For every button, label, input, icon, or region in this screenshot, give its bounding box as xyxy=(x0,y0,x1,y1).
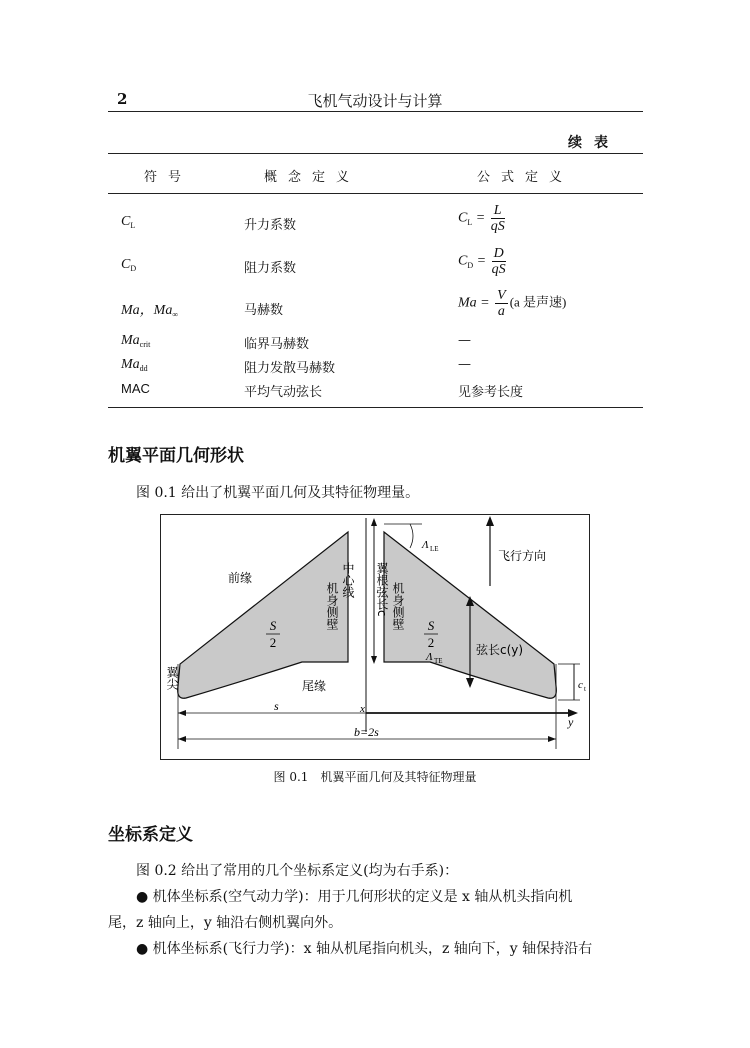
table-row-symbol: $C_D$ xyxy=(121,257,137,273)
table-row-formula: $C_D$ = $\frac{D}{qS}$ xyxy=(458,246,506,277)
y-axis-label: y xyxy=(568,715,574,729)
section-heading-coordinate-systems: 坐标系定义 xyxy=(108,825,193,845)
left-wing-half xyxy=(178,532,348,698)
fuselage-side-right-label: 机身侧壁 xyxy=(391,582,405,630)
table-row-symbol: Ma，$Ma_\infty$ xyxy=(121,303,179,319)
fuselage-side-left-label: 机身侧壁 xyxy=(325,582,339,630)
table-top-rule xyxy=(108,153,643,154)
header-rule xyxy=(108,111,643,112)
area-den-right: 2 xyxy=(427,635,435,650)
trailing-edge-label: 尾缘 xyxy=(302,679,327,693)
tip-chord-sub: t xyxy=(584,685,586,693)
col-header-formula: 公式定义 xyxy=(477,170,574,185)
sweep-te-label: Λ xyxy=(426,651,433,663)
table-header-rule xyxy=(108,193,643,194)
table-row-concept: 马赫数 xyxy=(244,303,284,318)
flight-direction-label: 飞行方向 xyxy=(498,549,547,563)
table-bottom-rule xyxy=(108,407,643,408)
root-chord-arrowhead-bottom xyxy=(371,656,377,664)
section2-intro: 图 0.2 给出了常用的几个坐标系定义(均为右手系)： xyxy=(136,863,459,879)
local-chord-label: 弦长c(y) xyxy=(476,643,524,657)
sweep-le-label: Λ xyxy=(422,539,429,551)
bullet-item: ● 机体坐标系(空气动力学)：用于几何形状的定义是 x 轴从机头指向机 xyxy=(136,889,573,905)
wing-planform-figure xyxy=(160,514,590,760)
area-label-left: S xyxy=(269,618,277,633)
table-continued-label: 续表 xyxy=(568,135,620,151)
table-row-concept: 阻力系数 xyxy=(244,261,297,276)
area-den-left: 2 xyxy=(269,635,277,650)
bullet-item-continued: 尾，z 轴向上，y 轴沿右侧机翼向外。 xyxy=(108,915,343,931)
tip-chord-label: c xyxy=(578,679,583,691)
sweep-le-sub: LE xyxy=(430,545,439,553)
table-row-formula: — xyxy=(458,333,471,348)
table-row-formula: — xyxy=(458,357,471,372)
sweep-le-arc xyxy=(410,524,413,548)
leading-edge-label: 前缘 xyxy=(228,571,253,585)
col-header-symbol: 符号 xyxy=(144,170,193,185)
table-row-symbol: MAC xyxy=(121,381,150,396)
table-row-concept: 升力系数 xyxy=(244,218,297,233)
page-number: 2 xyxy=(117,90,128,108)
table-row-symbol: $Ma_{crit}$ xyxy=(121,333,151,349)
x-axis-label: x xyxy=(360,703,365,715)
table-row-formula: 见参考长度 xyxy=(458,385,524,400)
table-row-concept: 平均气动弦长 xyxy=(244,385,323,400)
table-row-formula: Ma = $\frac{V}{a}$ (a 是声速) xyxy=(458,288,567,319)
figure-caption: 图 0.1 机翼平面几何及其特征物理量 xyxy=(273,770,477,784)
section-intro: 图 0.1 给出了机翼平面几何及其特征物理量。 xyxy=(136,485,420,501)
root-chord-label: 翼根弦长c xyxy=(375,562,389,617)
table-row-symbol: $C_L$ xyxy=(121,214,136,230)
table-row-formula: $C_L$ = $\frac{L}{qS}$ xyxy=(458,203,505,234)
wing-tip-label: 翼尖 xyxy=(165,666,179,690)
semi-span-label: s xyxy=(274,699,279,713)
center-line-label: 中心线 xyxy=(341,562,355,598)
root-chord-arrowhead-top xyxy=(371,518,377,526)
area-label-right: S xyxy=(427,618,435,633)
table-row-concept: 阻力发散马赫数 xyxy=(244,361,336,376)
table-row-symbol: $Ma_{dd}$ xyxy=(121,357,148,373)
bullet-item: ● 机体坐标系(飞行力学)：x 轴从机尾指向机头，z 轴向下，y 轴保持沿右 xyxy=(136,941,593,957)
sweep-te-sub: TE xyxy=(434,657,443,665)
table-row-concept: 临界马赫数 xyxy=(244,337,310,352)
span-label: b=2s xyxy=(354,725,379,739)
running-title: 飞机气动设计与计算 xyxy=(307,92,443,110)
col-header-concept: 概念定义 xyxy=(264,170,361,185)
flight-direction-arrowhead xyxy=(486,516,494,526)
section-heading-wing-planform: 机翼平面几何形状 xyxy=(108,446,244,466)
